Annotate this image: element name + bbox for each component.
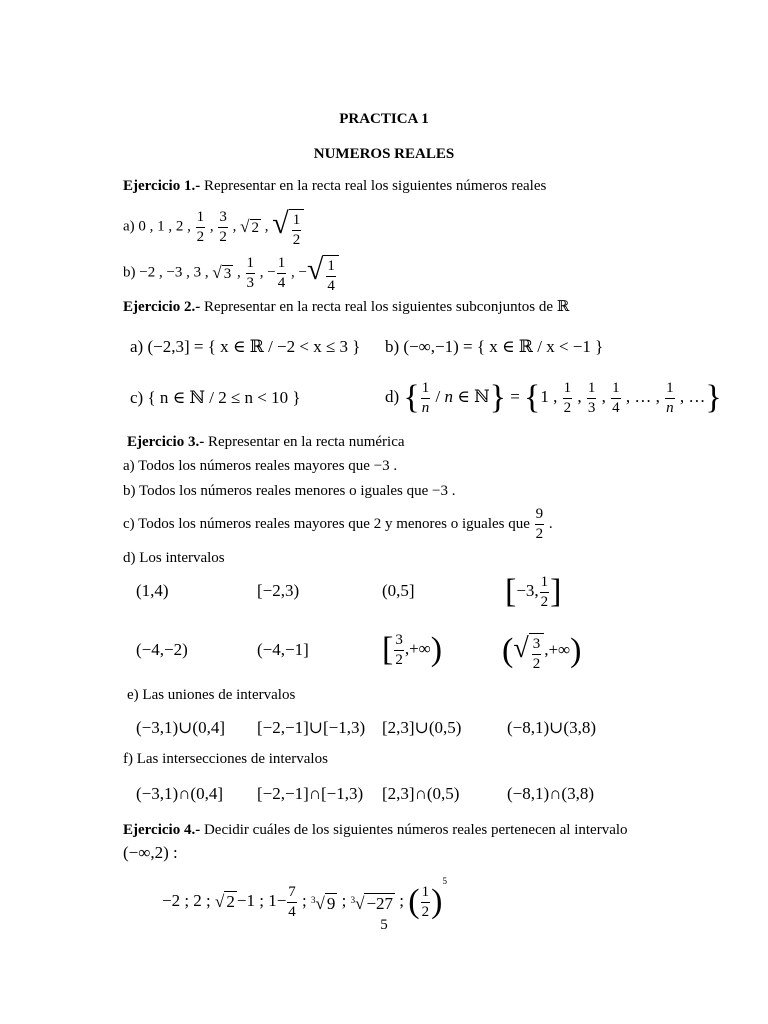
intersection-2: [−2,−1]∩[−1,3): [257, 784, 364, 803]
exercise-2-item-c: c) { n ∈ ℕ / 2 ≤ n < 10 }: [130, 388, 301, 407]
exercise-3-item-a: a) Todos los números reales mayores que −3 .: [123, 458, 398, 474]
exercise-3-text: Representar en la recta numérica: [207, 434, 405, 450]
intersection-4: (−8,1)∩(3,8): [507, 784, 595, 803]
exercise-2-item-b: b) (−∞,−1) = { x ∈ ℝ / x < −1 }: [385, 337, 604, 356]
fraction-one-third: $\frac{1}{3}$: [246, 254, 255, 291]
exercise-3-c-text: c) Todos los números reales mayores que 2 y menores o iguales que: [123, 516, 530, 532]
interval-8: (√ $\frac{3}{2}$ ,+∞): [502, 632, 582, 673]
exercise-3-item-e: e) Las uniones de intervalos: [127, 687, 296, 703]
exercise-4-text: Decidir cuáles de los siguientes números reales pertenecen al intervalo: [203, 822, 628, 838]
union-2: [−2,−1]∪[−1,3): [257, 718, 366, 737]
exercise-3-label: Ejercicio 3.-: [127, 434, 205, 450]
union-1: (−3,1)∪(0,4]: [136, 718, 225, 737]
exercise-1-a-prefix: a) 0 , 1 , 2 ,: [123, 218, 191, 235]
exercise-1-text: Representar en la recta real los siguientes números reales: [203, 178, 547, 194]
exercise-4-interval: (−∞,2) :: [123, 843, 178, 862]
page-number: 5: [380, 917, 388, 933]
fraction-one-half: $\frac{1}{2}$: [196, 208, 205, 245]
sqrt-two: √ 2: [240, 216, 259, 236]
intersection-3: [2,3]∩(0,5): [382, 784, 460, 803]
exercise-4-numbers: −2 ; 2 ; √ 2 −1 ; 1− $\frac{7}{4}$ ; $^3$√ 9 ; $^3$√ −27 ; ( $\frac{1}{2}$ )$^5$: [162, 876, 447, 920]
exercise-2-d-prefix: d): [385, 387, 400, 406]
exercise-3-item-f: f) Las intersecciones de intervalos: [123, 751, 328, 767]
exercise-2-text: Representar en la recta real los siguientes subconjuntos de ℝ: [203, 299, 570, 315]
exercise-3-statement: [127, 435, 405, 450]
exercise-3-item-d: d) Los intervalos: [123, 550, 225, 566]
fraction-nine-halves: $\frac{9}{2}$: [535, 506, 544, 543]
interval-1: (1,4): [136, 581, 169, 600]
interval-6: (−4,−1]: [257, 640, 309, 659]
exercise-4-label: Ejercicio 4.-: [123, 822, 201, 838]
sqrt-one-half: √ $\frac{1}{2}$: [272, 204, 304, 250]
fraction-three-halves: $\frac{3}{2}$: [219, 208, 227, 245]
interval-7: [ $\frac{3}{2}$ ,+∞): [382, 631, 443, 668]
fraction-one-fourth: $\frac{1}{4}$: [277, 254, 286, 291]
exercise-1-item-b: b) −2 , −3 , 3 , √ 3 , $\frac{1}{3}$ , − $\frac{1}{4}$ , −√ $\frac{1}{4}$: [123, 250, 339, 290]
exercise-1-b-prefix: b) −2 , −3 , 3 ,: [123, 264, 209, 281]
interval-5: (−4,−2): [136, 640, 188, 659]
exercise-2-label: Ejercicio 2.-: [123, 299, 201, 315]
page-subtitle: NUMEROS REALES: [313, 146, 455, 162]
exercise-2-item-d: d) { $\frac{1}{n}$ / n ∈ ℕ} = {1 , $\frac{1}{2}$ , $\frac{1}{3}$ , $\frac{1}{4}$ , … , $\frac{1}{n}$ , …}: [385, 379, 722, 416]
exercise-2-statement: [123, 300, 569, 315]
sqrt-three: √ 3: [212, 262, 232, 282]
sqrt-one-fourth: √ $\frac{1}{4}$: [307, 250, 339, 296]
interval-3: (0,5]: [382, 581, 415, 600]
union-3: [2,3]∪(0,5): [382, 718, 462, 737]
exercise-1-item-a: a) 0 , 1 , 2 , $\frac{1}{2}$ , $\frac{3}{2}$ , √ 2 , √ $\frac{1}{2}$: [123, 204, 304, 244]
union-4: (−8,1)∪(3,8): [507, 718, 596, 737]
exercise-2-item-a: a) (−2,3] = { x ∈ ℝ / −2 < x ≤ 3 }: [130, 337, 361, 356]
page-title: PRACTICA 1: [339, 111, 429, 127]
exercise-3-item-c: c) Todos los números reales mayores que 2 y menores o iguales que $\frac{9}{2}$ .: [123, 506, 553, 543]
exercise-3-item-b: b) Todos los números reales menores o iguales que −3 .: [123, 483, 456, 499]
exercise-4-statement: [123, 823, 628, 838]
interval-2: [−2,3): [257, 581, 300, 600]
intersection-1: (−3,1)∩(0,4]: [136, 784, 224, 803]
interval-4: [−3, $\frac{1}{2}$ ]: [505, 573, 562, 610]
exercise-1-label: Ejercicio 1.-: [123, 178, 201, 194]
exercise-1-statement: [123, 179, 546, 194]
